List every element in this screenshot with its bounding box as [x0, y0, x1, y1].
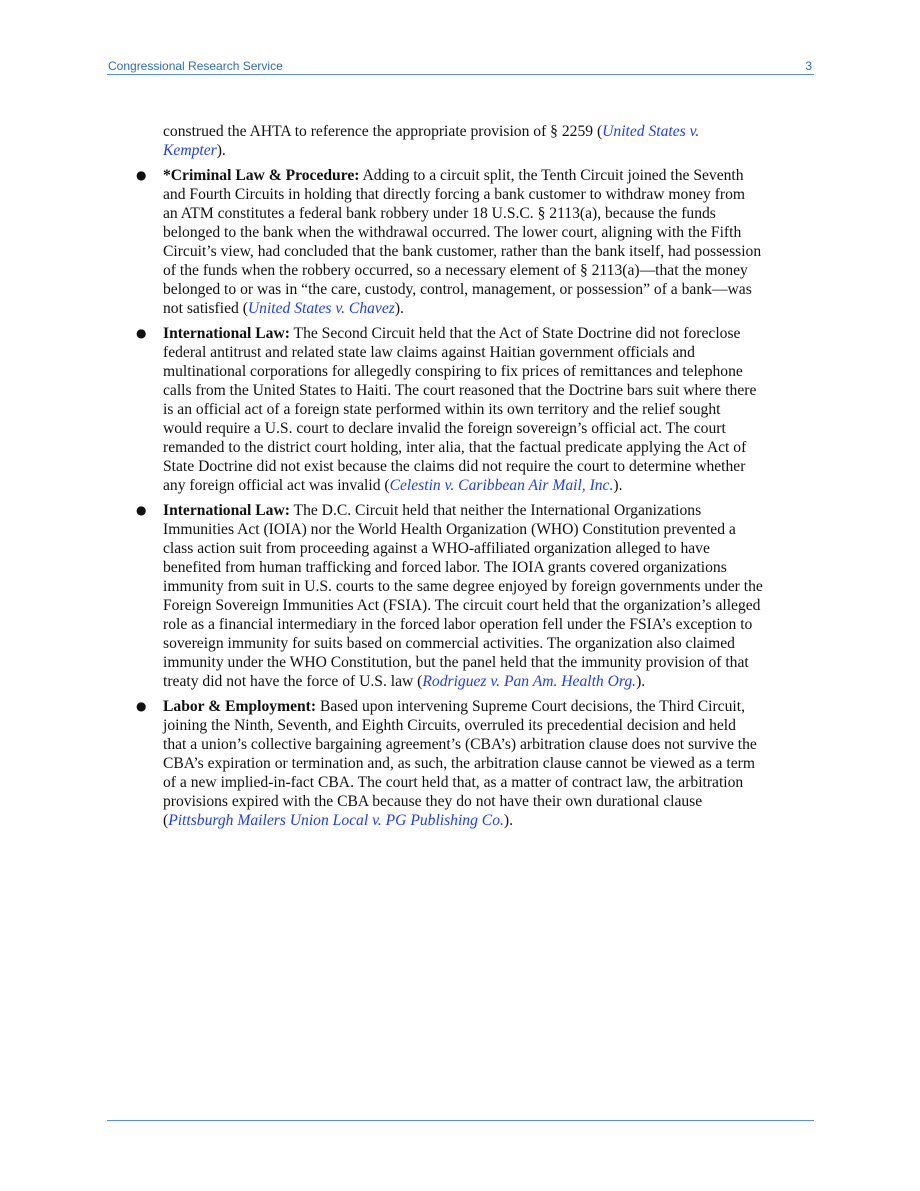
footer-rule — [107, 1120, 814, 1121]
case-link[interactable]: Rodriguez v. Pan Am. Health Org. — [422, 673, 637, 690]
item-close: ). — [503, 812, 513, 829]
bullet-icon: ● — [136, 168, 147, 182]
item-text: Adding to a circuit split, the Tenth Circuit joined the Seventh and Fourth Circuits in holding that directly forcing a bank customer to withdraw money from an ATM constitutes a federal bank robbery under 18 U.S.C. § 2113(a), because the funds belonged to the bank when the withdrawal occurred. The lower court, aligning with the Fifth Circuit’s view, had concluded that the bank customer, rather than the bank itself, had possession of the funds when the robbery occurred, so a necessary element of § 2113(a)—that the money belonged to or was in “the care, custody, control, management, or possession” of a bank—was not satisfied ( — [163, 167, 762, 317]
header-org-name: Congressional Research Service — [108, 59, 283, 73]
topic-label: Labor & Employment: — [163, 698, 317, 715]
list-item — [136, 166, 763, 318]
item-text: Based upon intervening Supreme Court decisions, the Third Circuit, joining the Ninth, Seventh, and Eighth Circuits, overruled its precedential decision and held that a union’s collective bargaining agreement’s (CBA’s) arbitration clause does not survive the CBA’s expiration or termination and, as such, the arbitration clause cannot be viewed as a term of a new implied-in-fact CBA. The court held that, as a matter of contract law, the arbitration provisions expired with the CBA because they do not have their own durational clause ( — [163, 698, 757, 829]
paragraph-close: ). — [216, 142, 226, 159]
paragraph-text: construed the AHTA to reference the appropriate provision of § 2259 ( — [163, 123, 603, 140]
topic-label: International Law: — [163, 502, 290, 519]
page-header — [107, 58, 814, 75]
case-link[interactable]: United States v. Chavez — [247, 300, 395, 317]
item-close: ). — [394, 300, 404, 317]
bullet-icon: ● — [136, 326, 147, 340]
case-summary-list — [136, 166, 763, 830]
case-link[interactable]: United States v. Kempter — [163, 123, 700, 159]
item-close: ). — [613, 477, 623, 494]
page-body — [136, 122, 763, 836]
case-link[interactable]: Pittsburgh Mailers Union Local v. PG Publishing Co. — [168, 812, 504, 829]
bullet-icon: ● — [136, 503, 147, 517]
topic-label: *Criminal Law & Procedure: — [163, 167, 360, 184]
list-item — [136, 501, 763, 691]
case-link[interactable]: Celestin v. Caribbean Air Mail, Inc. — [389, 477, 614, 494]
page-number: 3 — [805, 59, 812, 73]
item-close: ). — [636, 673, 646, 690]
item-text: The D.C. Circuit held that neither the International Organizations Immunities Act (IOIA) nor the World Health Organization (WHO) Constitution prevented a class action suit from proceeding against a WHO-affiliated organization alleged to have benefited from human trafficking and forced labor. The IOIA grants covered organizations immunity from suit in U.S. courts to the same degree enjoyed by foreign governments under the Foreign Sovereign Immunities Act (FSIA). The circuit court held that the organization’s alleged role as a financial intermediary in the forced labor operation fell under the FSIA’s exception to sovereign immunity for suits based on commercial activities. The organization also claimed immunity under the WHO Constitution, but the panel held that the immunity provision of that treaty did not have the force of U.S. law ( — [163, 502, 763, 690]
bullet-icon: ● — [136, 699, 147, 713]
item-text: The Second Circuit held that the Act of State Doctrine did not foreclose federal antitrust and related state law claims against Haitian government officials and multinational corporations for allegedly conspiring to fix prices of remittances and telephone calls from the United States to Haiti. The court reasoned that the Doctrine bars suit where there is an official act of a foreign state performed within its own territory and the relief sought would require a U.S. court to declare invalid the foreign sovereign’s official act. The court remanded to the district court holding, inter alia, that the factual predicate applying the Act of State Doctrine did not exist because the claims did not require the court to determine whether any foreign official act was invalid ( — [163, 325, 757, 494]
list-item — [136, 697, 763, 830]
list-item — [136, 324, 763, 495]
topic-label: International Law: — [163, 325, 290, 342]
continuation-paragraph — [163, 122, 763, 160]
